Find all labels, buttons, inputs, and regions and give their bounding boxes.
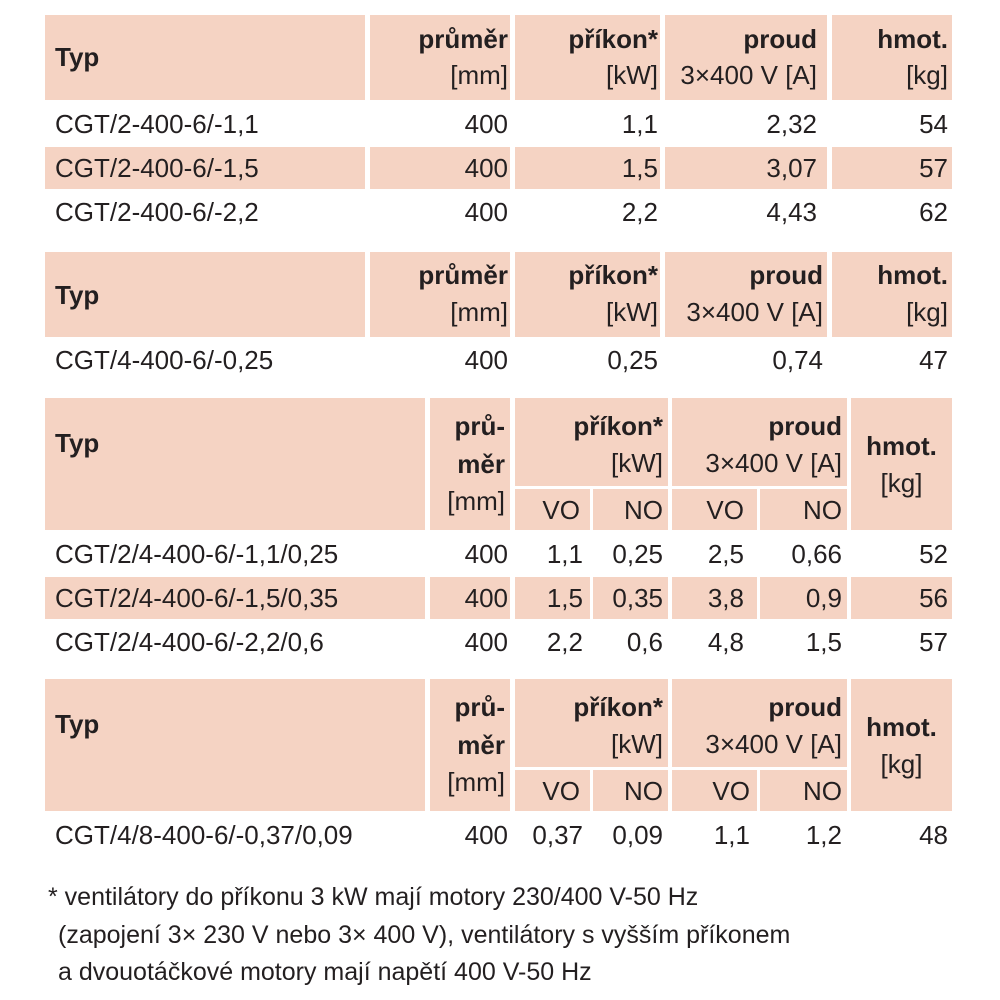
cell-hmot: 57 — [919, 153, 948, 183]
cell-prikon-no: 0,09 — [612, 820, 663, 850]
header-hmot-unit: [kg] — [880, 749, 923, 779]
header-prikon-unit: [kW] — [606, 60, 658, 90]
cell-proud-no: 0,9 — [805, 583, 842, 613]
footnote-line-1: * ventilátory do příkonu 3 kW mají motory 230/400 V-50 Hz — [48, 883, 699, 911]
cell-prumer: 400 — [464, 539, 508, 569]
header-proud: proud — [749, 260, 823, 290]
cell-prikon-vo: 1,5 — [546, 583, 583, 613]
header-prikon-vo: VO — [542, 776, 580, 806]
cell-prumer: 400 — [464, 109, 508, 139]
header-prumer-unit: [mm] — [447, 767, 505, 797]
header-prumer-line1: prů- — [454, 692, 505, 722]
cell-typ: CGT/2-400-6/-1,5 — [55, 153, 259, 183]
cell-prikon: 2,2 — [621, 197, 658, 227]
header-cell-typ — [45, 679, 425, 811]
header-proud-unit: 3×400 V [A] — [705, 729, 842, 759]
cell-prikon-no: 0,25 — [612, 539, 663, 569]
cell-proud-no: 1,2 — [805, 820, 842, 850]
cell-hmot: 57 — [919, 627, 948, 657]
header-proud-no: NO — [803, 495, 842, 525]
cell-prikon: 0,25 — [607, 345, 658, 375]
footnote-line-3: a dvouotáčkové motory mají napětí 400 V-50 Hz — [58, 958, 592, 986]
header-typ: Typ — [55, 428, 100, 458]
cell-prumer: 400 — [464, 197, 508, 227]
cell-prumer: 400 — [464, 153, 508, 183]
header-prumer: průměr — [418, 260, 508, 290]
cell-proud-no: 1,5 — [805, 627, 842, 657]
header-prumer-unit: [mm] — [450, 60, 508, 90]
header-proud-unit: 3×400 V [A] — [680, 60, 817, 90]
cell-prumer: 400 — [464, 820, 508, 850]
cell-prumer: 400 — [464, 583, 508, 613]
header-proud-vo: VO — [706, 495, 744, 525]
header-hmot: hmot. — [866, 431, 937, 461]
footnote-line-2: (zapojení 3× 230 V nebo 3× 400 V), ventilátory s vyšším příkonem — [58, 921, 791, 949]
cell-prikon-vo: 2,2 — [546, 627, 583, 657]
cell-proud-vo: 3,8 — [707, 583, 744, 613]
cell-hmot: 54 — [919, 109, 948, 139]
cell-typ: CGT/2/4-400-6/-1,5/0,35 — [55, 583, 339, 613]
cell-typ: CGT/2-400-6/-1,1 — [55, 109, 259, 139]
header-proud-unit: 3×400 V [A] — [686, 297, 823, 327]
header-prikon-unit: [kW] — [606, 297, 658, 327]
cell-prikon-no: 0,6 — [626, 627, 663, 657]
header-prikon: příkon* — [568, 24, 658, 54]
header-prumer-line2: měr — [457, 730, 505, 760]
cell-prikon-vo: 1,1 — [546, 539, 583, 569]
header-typ: Typ — [55, 42, 100, 72]
header-prumer: průměr — [418, 24, 508, 54]
header-prumer-line2: měr — [457, 449, 505, 479]
header-proud: proud — [768, 411, 842, 441]
header-hmot-unit: [kg] — [880, 468, 923, 498]
cell-proud-vo: 1,1 — [713, 820, 750, 850]
header-prikon-vo: VO — [542, 495, 580, 525]
cell-hmot: 52 — [919, 539, 948, 569]
header-prikon: příkon* — [568, 260, 658, 290]
cell-prikon-vo: 0,37 — [532, 820, 583, 850]
header-proud: proud — [768, 692, 842, 722]
header-proud-vo: VO — [712, 776, 750, 806]
header-hmot: hmot. — [877, 260, 948, 290]
cell-typ: CGT/2/4-400-6/-2,2/0,6 — [55, 627, 324, 657]
cell-prumer: 400 — [464, 345, 508, 375]
header-cell-hmot — [851, 398, 952, 530]
header-proud-unit: 3×400 V [A] — [705, 448, 842, 478]
cell-hmot: 62 — [919, 197, 948, 227]
cell-prikon-no: 0,35 — [612, 583, 663, 613]
header-hmot-unit: [kg] — [906, 60, 948, 90]
header-proud: proud — [743, 24, 817, 54]
cell-typ: CGT/4-400-6/-0,25 — [55, 345, 274, 375]
header-prikon: příkon* — [573, 692, 663, 722]
cell-hmot: 48 — [919, 820, 948, 850]
header-prumer-line1: prů- — [454, 411, 505, 441]
header-prumer-unit: [mm] — [450, 297, 508, 327]
cell-proud: 0,74 — [772, 345, 823, 375]
header-hmot: hmot. — [866, 712, 937, 742]
header-prikon-unit: [kW] — [611, 729, 663, 759]
header-cell-typ — [45, 398, 425, 530]
header-prumer-unit: [mm] — [447, 486, 505, 516]
cell-typ: CGT/2-400-6/-2,2 — [55, 197, 259, 227]
header-hmot-unit: [kg] — [906, 297, 948, 327]
header-typ: Typ — [55, 280, 100, 310]
cell-proud: 4,43 — [766, 197, 817, 227]
header-cell-hmot — [851, 679, 952, 811]
header-prikon-no: NO — [624, 776, 663, 806]
header-proud-no: NO — [803, 776, 842, 806]
cell-prikon: 1,1 — [621, 109, 658, 139]
cell-proud-no: 0,66 — [791, 539, 842, 569]
cell-proud-vo: 2,5 — [707, 539, 744, 569]
cell-proud-vo: 4,8 — [707, 627, 744, 657]
header-hmot: hmot. — [877, 24, 948, 54]
cell-typ: CGT/4/8-400-6/-0,37/0,09 — [55, 820, 353, 850]
header-prikon-no: NO — [624, 495, 663, 525]
header-typ: Typ — [55, 709, 100, 739]
cell-proud: 2,32 — [766, 109, 817, 139]
header-prikon: příkon* — [573, 411, 663, 441]
header-prikon-unit: [kW] — [611, 448, 663, 478]
cell-prumer: 400 — [464, 627, 508, 657]
cell-proud: 3,07 — [766, 153, 817, 183]
cell-hmot: 56 — [919, 583, 948, 613]
cell-prikon: 1,5 — [621, 153, 658, 183]
cell-hmot: 47 — [919, 345, 948, 375]
cell-typ: CGT/2/4-400-6/-1,1/0,25 — [55, 539, 339, 569]
